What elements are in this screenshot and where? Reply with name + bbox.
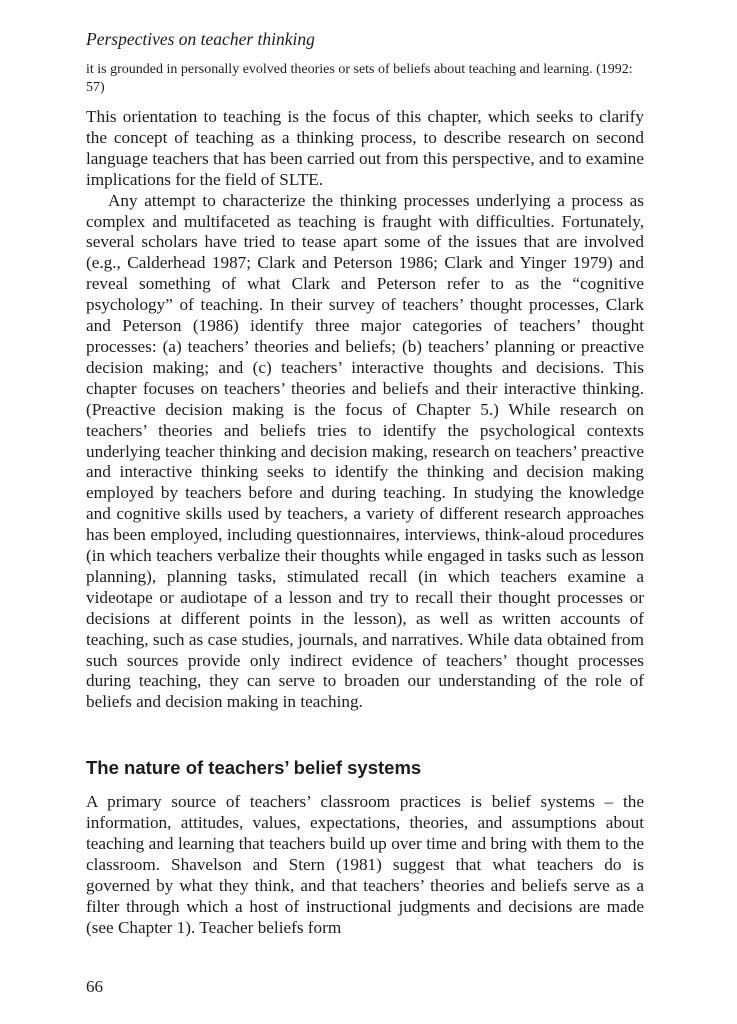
- book-page: [86, 28, 644, 939]
- block-quote-continuation: it is grounded in personally evolved theories or sets of beliefs about teaching and learning. (1992: 57): [86, 62, 633, 95]
- body-paragraph-1: This orientation to teaching is the focus of this chapter, which seeks to clarify the concept of teaching as a thinking process, to describe research on second language teachers that has been carried out from this perspective, and to examine implications for the field of SLTE.: [86, 107, 644, 189]
- section-paragraph: A primary source of teachers’ classroom practices is belief systems – the information, attitudes, values, expectations, theories, and assumptions about teaching and learning that teachers build up over time and bring with them to the classroom. Shavelson and Stern (1981) suggest that what teachers do is governed by what they think, and that teachers’ theories and beliefs serve as a filter through which a host of instructional judgments and decisions are made (see Chapter 1). Teacher beliefs form: [86, 792, 644, 937]
- body-paragraph-2: Any attempt to characterize the thinking processes underlying a process as complex and multifaceted as teaching is fraught with difficulties. Fortunately, several scholars have tried to tease apart some of the issues that are involved (e.g., Calderhead 1987; Clark and Peterson 1986; Clark and Yinger 1979) and reveal something of what Clark and Peterson refer to as the “cognitive psychology” of teaching. In their survey of teachers’ thought processes, Clark and Peterson (1986) identify three major categories of teachers’ thought processes: (a) teachers’ theories and beliefs; (b) teachers’ planning or preactive decision making; and (c) teachers’ interactive thoughts and decisions. This chapter focuses on teachers’ theories and beliefs and their interactive thinking. (Preactive decision making is the focus of Chapter 5.) While research on teachers’ theories and beliefs tries to identify the psychological contexts underlying teacher thinking and decision making, research on teachers’ preactive and interactive thinking seeks to identify the thinking and decision making employed by teachers before and during teaching. In studying the knowledge and cognitive skills used by teachers, a variety of different research approaches has been employed, including questionnaires, interviews, think-aloud procedures (in which teachers verbalize their thoughts while engaged in tasks such as lesson planning), planning tasks, stimulated recall (in which teachers examine a videotape or audiotape of a lesson and try to recall their thought processes or decisions at different points in the lesson), as well as written accounts of teaching, such as case studies, journals, and narratives. While data obtained from such sources provide only indirect evidence of teachers’ thought processes during teaching, they can serve to broaden our understanding of the role of beliefs and decision making in teaching.: [86, 190, 644, 712]
- page-number: 66: [86, 977, 103, 996]
- section-heading: The nature of teachers’ belief systems: [86, 757, 422, 779]
- running-head: Perspectives on teacher thinking: [86, 29, 315, 49]
